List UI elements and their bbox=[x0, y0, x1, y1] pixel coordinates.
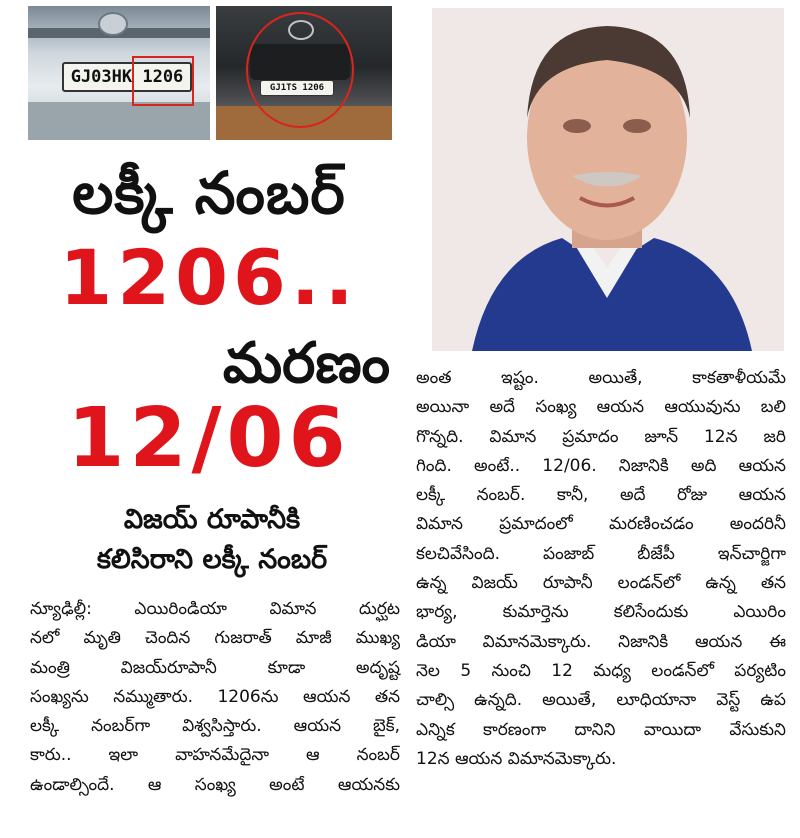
article-line: విమాన ప్రమాదంలో మరణించడం అందరినీ bbox=[416, 514, 786, 535]
article-line: మంత్రి విజయ్‌రూపానీ కూడా అదృష్ట bbox=[30, 657, 400, 678]
highlight-circle-2 bbox=[246, 12, 354, 128]
headline-lucky-number: లక్కీ నంబర్ bbox=[72, 159, 346, 227]
article-line: ఎన్నిక కారణంగా దానిని వాయిదా వేసుకుని bbox=[416, 719, 786, 740]
headline-death: మరణం bbox=[222, 331, 390, 396]
article-line: భార్య, కుమార్తెను కలిసేందుకు ఎయిరిం bbox=[416, 602, 786, 623]
license-plate-1: GJ03HK 1206 bbox=[62, 62, 192, 92]
article-line: సంఖ్యను నమ్ముతారు. 1206ను ఆయన తన bbox=[30, 686, 400, 707]
article-line: నెల 5 నుంచి 12 మధ్య లండన్‌లో పర్యటిం bbox=[416, 660, 786, 681]
subheadline-line-2: కలిసిరాని లక్కీ నంబర్ bbox=[96, 544, 328, 575]
license-plate-2: GJ1TS 1206 bbox=[260, 80, 334, 96]
article-line: అంత ఇష్టం. అయితే, కాకతాళీయమే bbox=[416, 368, 786, 388]
car-photo-1 bbox=[28, 6, 210, 140]
article-line: లక్కీ నంబర్. కానీ, అదే రోజు ఆయన bbox=[416, 485, 786, 506]
portrait-illustration bbox=[432, 8, 784, 351]
headline-date-1206: 12/06 bbox=[67, 391, 351, 486]
article-line: కారు.. ఇలా వాహనమేదైనా ఆ నంబర్ bbox=[30, 745, 400, 766]
highlight-circle-1 bbox=[132, 56, 194, 106]
car-photo-2 bbox=[216, 6, 392, 140]
article-line: గొన్నది. విమాన ప్రమాదం జూన్ 12న జరి bbox=[416, 426, 786, 447]
article-line: ఉన్న విజయ్ రూపానీ లండన్‌లో ఉన్న తన bbox=[416, 573, 786, 594]
subheadline-line-1: విజయ్ రూపానీకి bbox=[123, 504, 301, 535]
article-line: న్యూఢిల్లీ: ఎయిరిండియా విమాన దుర్ఘట bbox=[30, 599, 400, 619]
article-column-right bbox=[416, 364, 786, 774]
article-line: గింది. అంటే.. 12/06. నిజానికి అది ఆయన bbox=[416, 455, 786, 476]
article-line: అయినా అదే సంఖ్య ఆయన ఆయువును బలి bbox=[416, 397, 786, 418]
article-line: నలో మృతి చెందిన గుజరాత్ మాజీ ముఖ్య bbox=[30, 628, 400, 649]
article-line: ఉండాల్సిందే. ఆ సంఖ్య అంటే ఆయనకు bbox=[30, 774, 400, 795]
article-line: డియా విమానమెక్కారు. నిజానికి ఆయన ఈ bbox=[416, 631, 786, 652]
article-line: లక్కీ నంబర్‌గా విశ్వసిస్తారు. ఆయన బైక్, bbox=[30, 716, 400, 737]
headline-number-1206: 1206.. bbox=[59, 233, 359, 322]
article-column-left bbox=[30, 595, 400, 800]
article-line: చాల్సి ఉన్నది. అయితే, లూధియానా వెస్ట్ ఉప bbox=[416, 690, 786, 711]
article-line: కలచివేసింది. పంజాబ్ బీజేపీ ఇన్‌చార్జిగా bbox=[416, 543, 786, 564]
article-line: 12న ఆయన విమానమెక్కారు. bbox=[416, 748, 617, 769]
portrait-photo bbox=[432, 8, 784, 351]
